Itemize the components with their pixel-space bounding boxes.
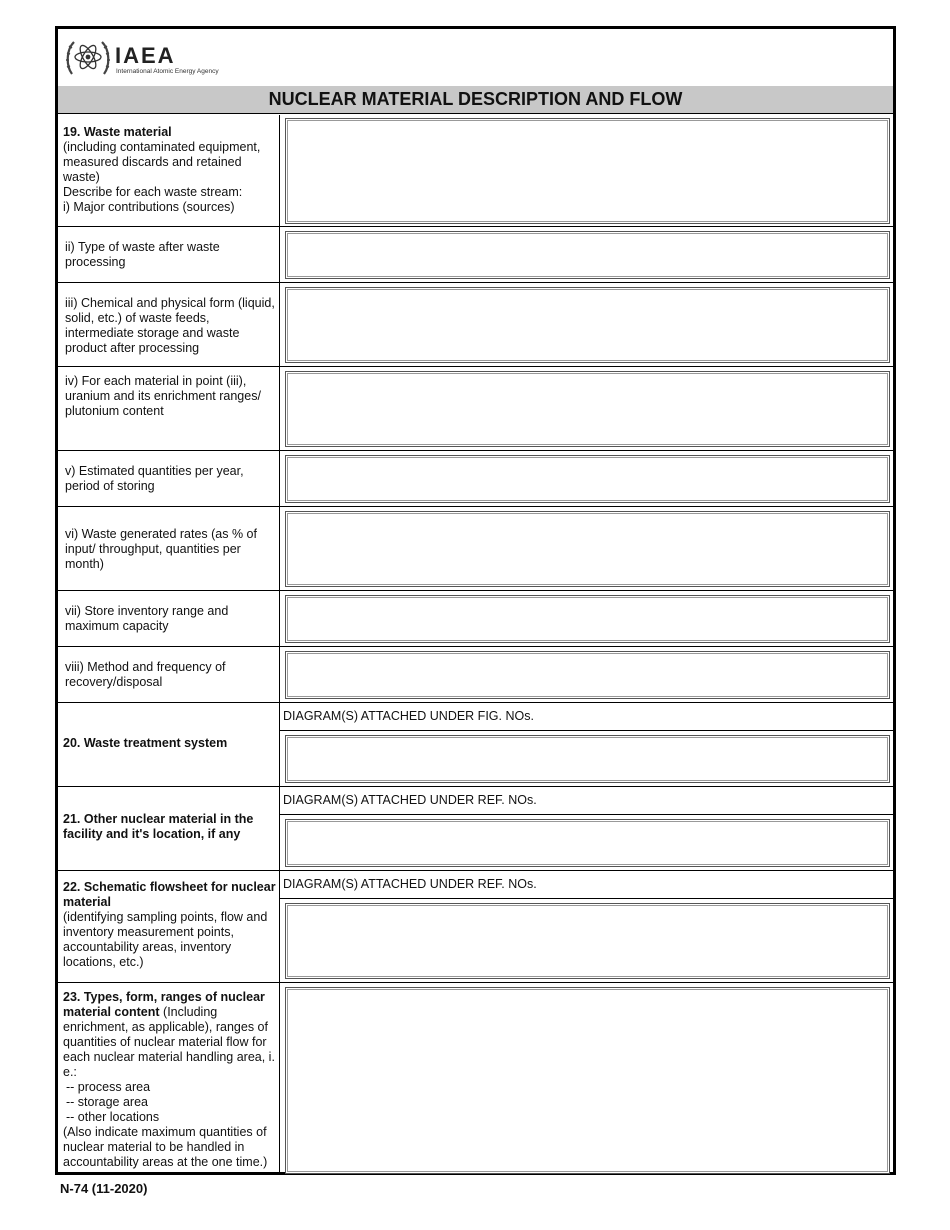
item-19-ii: ii) Type of waste after waste processing — [65, 240, 220, 269]
item-19-iv: iv) For each material in point (iii), uranium and its enrichment ranges/ plutonium content — [65, 374, 261, 418]
section-23-desc: (Including enrichment, as applicable), ranges of quantities of nuclear material flow for each nuclear material handling area, i. e.: — [63, 1005, 275, 1079]
diagram-label-22: DIAGRAM(S) ATTACHED UNDER REF. NOs. — [280, 871, 893, 899]
section-23-heading: 23. Types, form, ranges of nuclear material content — [63, 990, 265, 1019]
form-page — [55, 26, 896, 1175]
field-19-viii[interactable] — [285, 651, 890, 699]
item-19-iii: iii) Chemical and physical form (liquid, solid, etc.) of waste feeds, intermediate storage and waste product after processing — [65, 296, 275, 355]
list-item: -- process area — [66, 1080, 151, 1094]
row-19-iv — [58, 367, 893, 451]
field-21[interactable] — [285, 819, 890, 867]
field-19-i[interactable] — [285, 118, 890, 224]
field-23[interactable] — [285, 987, 890, 1174]
iaea-emblem-icon — [64, 36, 112, 78]
row-19-i — [58, 115, 893, 227]
row-21 — [58, 787, 893, 871]
row-19-vii — [58, 591, 893, 647]
logo-text: IAEA — [115, 43, 176, 68]
logo-subtitle: International Atomic Energy Agency — [116, 68, 219, 75]
row-19-ii — [58, 227, 893, 283]
section-21-heading: 21. Other nuclear material in the facility and it's location, if any — [63, 812, 254, 841]
field-19-iii[interactable] — [285, 287, 890, 363]
row-19-vi — [58, 507, 893, 591]
row-label — [58, 115, 280, 226]
item-19-v: v) Estimated quantities per year, period of storing — [65, 464, 244, 493]
form-code: N-74 (11-2020) — [60, 1181, 148, 1196]
row-19-viii — [58, 647, 893, 703]
field-19-iv[interactable] — [285, 371, 890, 447]
section-19-desc: (including contaminated equipment, measured discards and retained waste) — [63, 140, 261, 184]
item-19-viii: viii) Method and frequency of recovery/disposal — [65, 660, 226, 689]
row-20 — [58, 703, 893, 787]
form-title: NUCLEAR MATERIAL DESCRIPTION AND FLOW — [58, 86, 893, 114]
section-20-heading: 20. Waste treatment system — [63, 736, 228, 750]
list-item: -- storage area — [66, 1095, 148, 1109]
section-19-heading: 19. Waste material — [63, 125, 172, 139]
item-19-vi: vi) Waste generated rates (as % of input/ throughput, quantities per month) — [65, 527, 257, 571]
field-22[interactable] — [285, 903, 890, 979]
diagram-label-20: DIAGRAM(S) ATTACHED UNDER FIG. NOs. — [280, 703, 893, 731]
field-19-vi[interactable] — [285, 511, 890, 587]
diagram-label-21: DIAGRAM(S) ATTACHED UNDER REF. NOs. — [280, 787, 893, 815]
field-19-v[interactable] — [285, 455, 890, 503]
logo-row — [58, 29, 893, 87]
field-19-ii[interactable] — [285, 231, 890, 279]
list-item: -- other locations — [66, 1110, 160, 1124]
row-19-iii — [58, 283, 893, 367]
field-19-vii[interactable] — [285, 595, 890, 643]
item-19-i: i) Major contributions (sources) — [63, 200, 235, 214]
section-22-heading: 22. Schematic flowsheet for nuclear material — [63, 880, 276, 909]
section-19-prompt: Describe for each waste stream: — [63, 185, 243, 199]
row-22 — [58, 871, 893, 983]
row-19-v — [58, 451, 893, 507]
section-23-note: (Also indicate maximum quantities of nuclear material to be handled in accountability areas at the one time.) — [63, 1125, 268, 1169]
field-20[interactable] — [285, 735, 890, 783]
item-19-vii: vii) Store inventory range and maximum capacity — [65, 604, 229, 633]
row-23 — [58, 983, 893, 1172]
section-22-desc: (identifying sampling points, flow and inventory measurement points, accountability areas, inventory locations, etc.) — [63, 910, 268, 969]
